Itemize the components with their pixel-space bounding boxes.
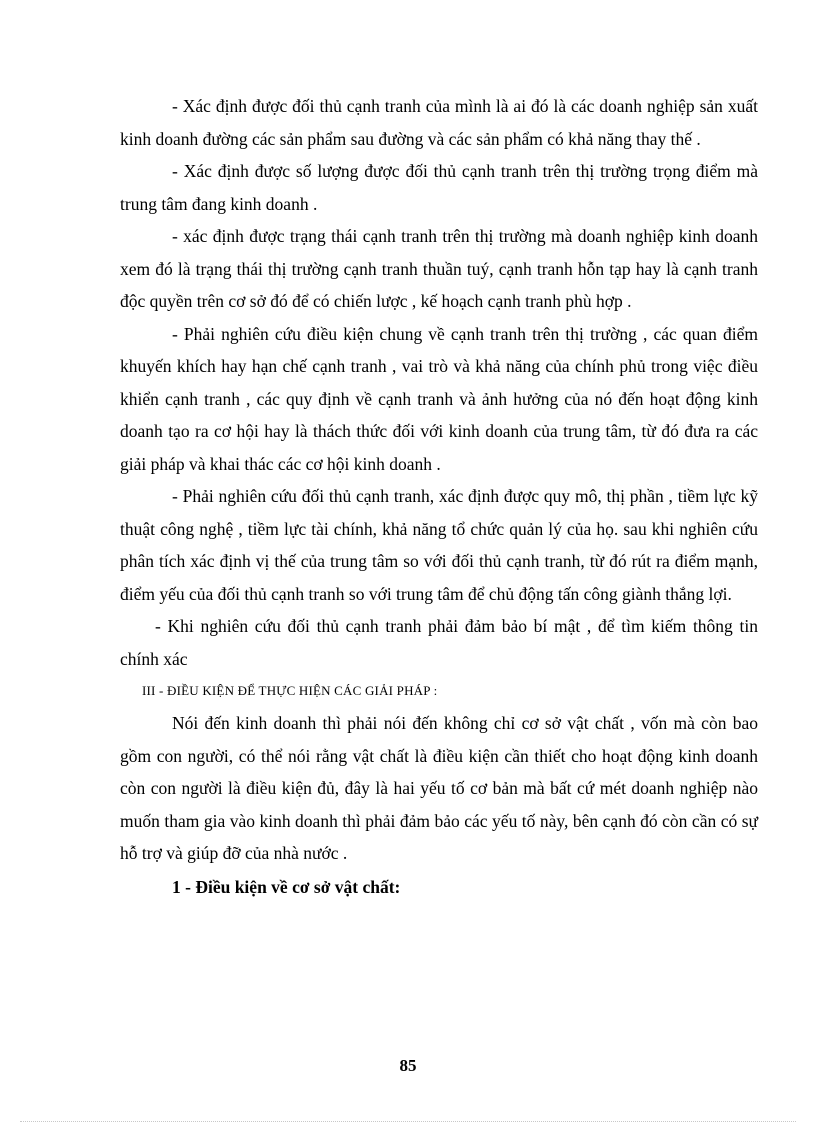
subheading-facilities: 1 - Điều kiện về cơ sở vật chất: <box>172 876 401 897</box>
footer-divider <box>20 1121 796 1122</box>
page-number: 85 <box>399 1056 417 1075</box>
document-page <box>120 90 758 904</box>
paragraph-competitor-identification: - Xác định được đối thủ cạnh tranh của mình là ai đó là các doanh nghiệp sản xuất kinh doanh đường các sản phẩm sau đường và các sản phẩm có khả năng thay thế . <box>120 96 758 149</box>
paragraph-confidentiality: - Khi nghiên cứu đối thủ cạnh tranh phải đảm bảo bí mật , để tìm kiếm thông tin chính xác <box>120 616 758 669</box>
paragraph-conditions-intro: Nói đến kinh doanh thì phải nói đến không chỉ cơ sở vật chất , vốn mà còn bao gồm con người, có thể nói rằng vật chất là điều kiện cần thiết cho hoạt động kinh doanh còn con người là điều kiện đủ, đây là hai yếu tố cơ bản mà bất cứ mét doanh nghiệp nào muốn tham gia vào kinh doanh thì phải đảm bảo các yếu tố này, bên cạnh đó còn cần có sự hỗ trợ và giúp đỡ của nhà nước . <box>120 713 758 863</box>
paragraph-general-conditions: - Phải nghiên cứu điều kiện chung về cạnh tranh trên thị trường , các quan điểm khuyến khích hay hạn chế cạnh tranh , vai trò và khả năng của chính phủ trong việc điều khiển cạnh tranh , các quy định về cạnh tranh và ảnh hưởng của nó đến hoạt động kinh doanh tạo ra cơ hội hay là thách thức đối với kinh doanh của trung tâm, từ đó đưa ra các giải pháp và khai thác các cơ hội kinh doanh . <box>120 323 758 474</box>
paragraph-competitor-count: - Xác định được số lượng được đối thủ cạnh tranh trên thị trường trọng điểm mà trung tâm đang kinh doanh . <box>120 161 758 214</box>
paragraph-research-competitor: - Phải nghiên cứu đối thủ cạnh tranh, xác định được quy mô, thị phần , tiềm lực kỹ thuật công nghệ , tiềm lực tài chính, khả năng tổ chức quản lý của họ. sau khi nghiên cứu phân tích xác định vị thế của trung tâm so với đối thủ cạnh tranh, từ đó rút ra điểm mạnh, điểm yếu của đối thủ cạnh tranh so với trung tâm để chủ động tấn công giành thắng lợi. <box>120 486 758 604</box>
section-heading: III - ĐIỀU KIỆN ĐỂ THỰC HIỆN CÁC GIẢI PHÁP : <box>142 683 438 698</box>
paragraph-competition-state: - xác định được trạng thái cạnh tranh trên thị trường mà doanh nghiệp kinh doanh xem đó là trạng thái thị trường cạnh tranh thuần tuý, cạnh tranh hỗn tạp hay là cạnh tranh độc quyền trên cơ sở đó để có chiến lược , kế hoạch cạnh tranh phù hợp . <box>120 226 758 311</box>
